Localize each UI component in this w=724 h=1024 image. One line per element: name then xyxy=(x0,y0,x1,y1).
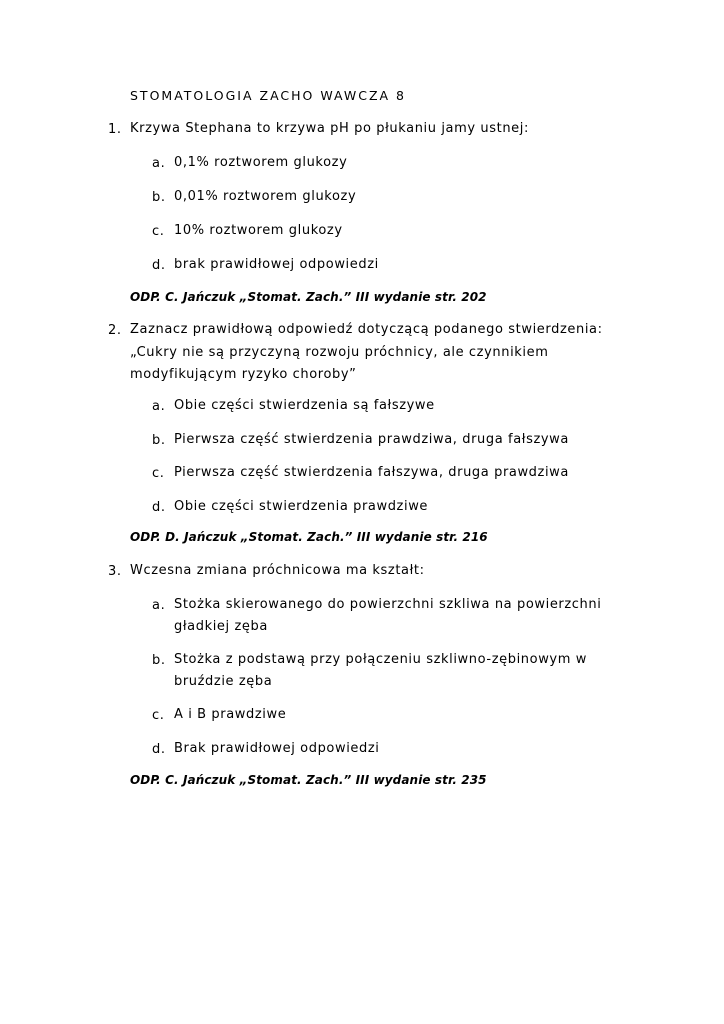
question-1-text: Krzywa Stephana to krzywa pH po płukaniu jamy ustnej: xyxy=(130,121,529,136)
question-2-text-line-3: modyfikującym ryzyko choroby” xyxy=(130,367,357,382)
question-3-option-a-letter: a. xyxy=(152,598,166,613)
question-2-text-line-2: „Cukry nie są przyczyną rozwoju próchnicy, ale czynnikiem xyxy=(130,345,549,360)
question-2-option-d-letter: d. xyxy=(152,500,166,515)
question-1-option-a-letter: a. xyxy=(152,156,166,171)
question-1-answer: ODP. C. Jańczuk „Stomat. Zach.” III wydanie str. 202 xyxy=(130,290,487,304)
question-1-option-d-text: brak prawidłowej odpowiedzi xyxy=(174,257,379,272)
question-1-option-d-letter: d. xyxy=(152,258,166,273)
question-2-option-a-letter: a. xyxy=(152,399,166,414)
question-3-option-a-text-line-1: Stożka skierowanego do powierzchni szkliwa na powierzchni xyxy=(174,597,602,612)
question-2-option-c-letter: c. xyxy=(152,466,165,481)
question-3-option-b-text-line-2: bruździe zęba xyxy=(174,674,273,689)
question-3-option-b-letter: b. xyxy=(152,653,166,668)
question-3-option-d-letter: d. xyxy=(152,742,166,757)
question-1-option-b-text: 0,01% roztworem glukozy xyxy=(174,189,357,204)
question-2-option-b-letter: b. xyxy=(152,433,166,448)
question-2-option-d-text: Obie części stwierdzenia prawdziwe xyxy=(174,499,429,514)
question-3-option-c-letter: c. xyxy=(152,708,165,723)
question-2-text-line-1: Zaznacz prawidłową odpowiedź dotyczącą podanego stwierdzenia: xyxy=(130,322,603,337)
question-2-number: 2. xyxy=(108,323,122,338)
question-3-option-b-text-line-1: Stożka z podstawą przy połączeniu szkliwno-zębinowym w xyxy=(174,652,587,667)
question-1-option-c-letter: c. xyxy=(152,224,165,239)
question-1-option-b-letter: b. xyxy=(152,190,166,205)
question-2-option-c-text: Pierwsza część stwierdzenia fałszywa, druga prawdziwa xyxy=(174,465,569,480)
question-1-number: 1. xyxy=(108,122,122,137)
question-3-option-a-text-line-2: gładkiej zęba xyxy=(174,619,268,634)
question-3-option-c-text: A i B prawdziwe xyxy=(174,707,287,722)
document-title: STOMATOLOGIA ZACHO WAWCZA 8 xyxy=(130,88,407,103)
question-3-answer: ODP. C. Jańczuk „Stomat. Zach.” III wydanie str. 235 xyxy=(130,773,487,787)
question-2-option-a-text: Obie części stwierdzenia są fałszywe xyxy=(174,398,435,413)
question-2-answer: ODP. D. Jańczuk „Stomat. Zach.” III wydanie str. 216 xyxy=(130,530,488,544)
question-3-option-d-text: Brak prawidłowej odpowiedzi xyxy=(174,741,380,756)
question-3-number: 3. xyxy=(108,564,122,579)
question-1-option-c-text: 10% roztworem glukozy xyxy=(174,223,343,238)
question-1-option-a-text: 0,1% roztworem glukozy xyxy=(174,155,348,170)
question-2-option-b-text: Pierwsza część stwierdzenia prawdziwa, druga fałszywa xyxy=(174,432,569,447)
question-3-text: Wczesna zmiana próchnicowa ma kształt: xyxy=(130,563,425,578)
